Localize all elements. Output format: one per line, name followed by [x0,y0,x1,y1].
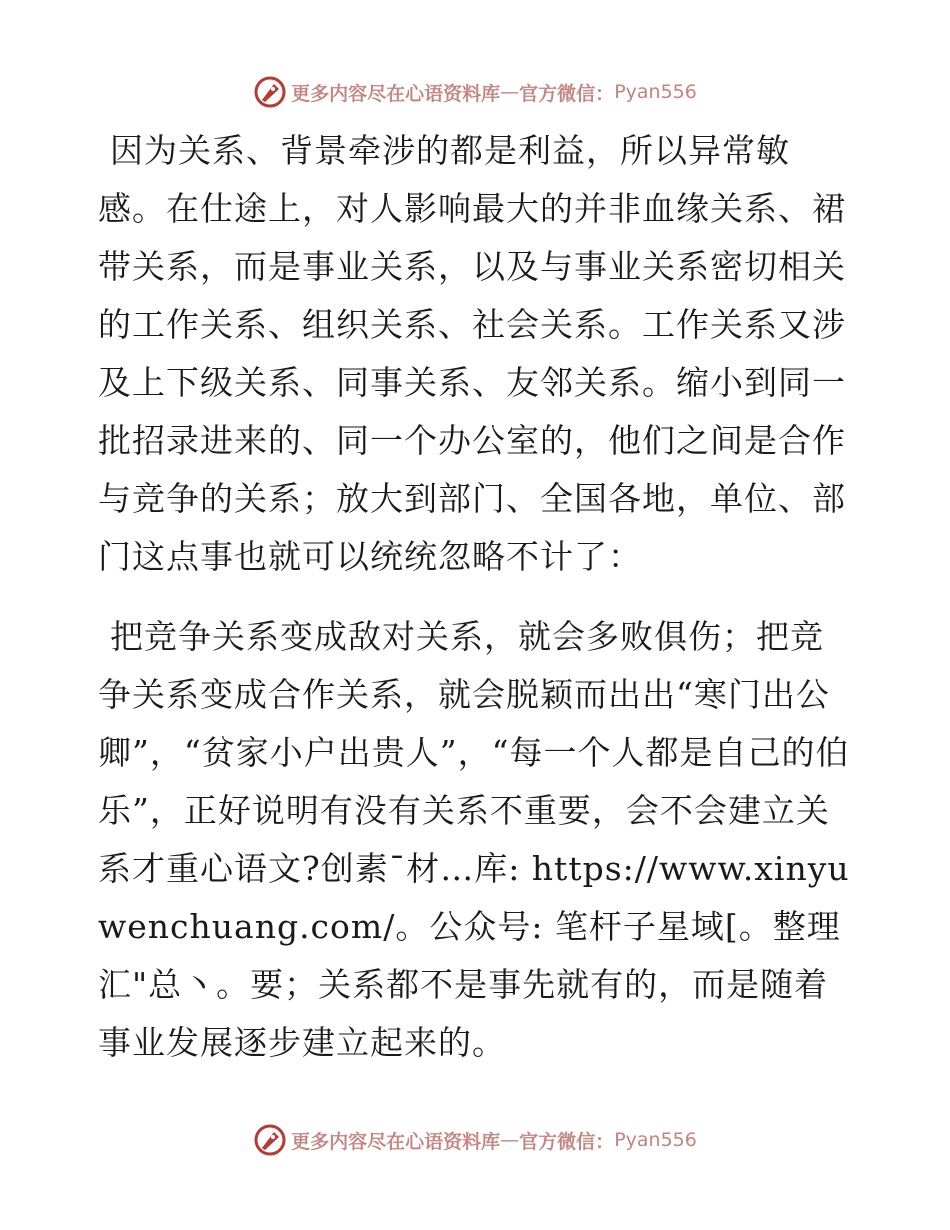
document-body [98,122,852,1072]
pen-nib-circle-icon [253,75,287,109]
banner-wechat-label: 官方微信： [519,82,615,105]
footer-separator: — [500,1129,520,1151]
header-banner [0,72,950,112]
footer-wechat-id: Pyan556 [614,1129,697,1151]
paragraph-2: 把竞争关系变成敌对关系，就会多败俱伤；把竞争关系变成合作关系，就会脱颖而出出“寒门出公卿”，“贫家小户出贵人”，“每一个人都是自己的伯乐”，正好说明有没有关系不重要，会不会建立关系才重心语文?创素¯材…库: https://www.xinyuwenchuang.com/。公众号: 笔杆子星域[。整理汇"总丶。要；关系都不是事先就有的，而是随着事业发展逐步建立起来的。 [98,617,850,1062]
footer-main-text: 更多内容尽在心语资料库 [291,1130,501,1153]
banner-wechat-id: Pyan556 [614,81,697,103]
footer-banner [0,1120,950,1160]
banner-separator: — [500,81,520,103]
footer-wechat-label: 官方微信： [519,1130,615,1153]
paragraph-1: 因为关系、背景牵涉的都是利益，所以异常敏感。在仕途上，对人影响最大的并非血缘关系、裙带关系，而是事业关系，以及与事业关系密切相关的工作关系、组织关系、社会关系。工作关系又涉及上下级关系、同事关系、友邻关系。缩小到同一批招录进来的、同一个办公室的，他们之间是合作与竞争的关系；放大到部门、全国各地，单位、部门这点事也就可以统统忽略不计了： [98,131,846,576]
banner-main-text: 更多内容尽在心语资料库 [291,82,501,105]
pen-nib-circle-icon [253,1123,287,1157]
